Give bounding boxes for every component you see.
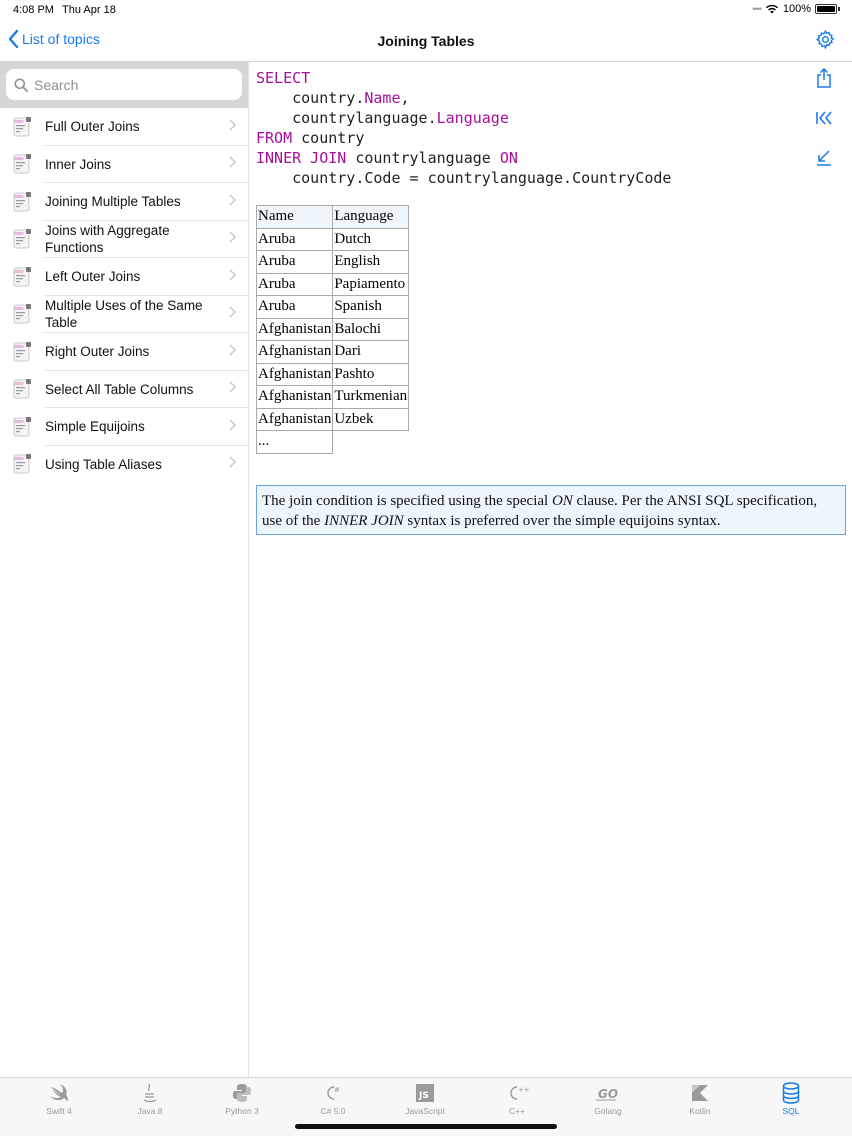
cell-language: Spanish: [333, 296, 409, 319]
topic-list-item[interactable]: [0, 183, 248, 221]
topic-list-item[interactable]: [0, 221, 248, 259]
svg-text:JS: JS: [419, 1091, 429, 1101]
tab-sql[interactable]: [756, 1082, 826, 1116]
status-indicators: [752, 3, 840, 15]
cell-language: Pashto: [333, 363, 409, 386]
search-bar: [0, 62, 248, 108]
code-file-icon: [13, 341, 33, 363]
topic-list-item[interactable]: [0, 371, 248, 409]
tab-label: Kotlin: [689, 1106, 711, 1116]
topic-label: Select All Table Columns: [45, 381, 194, 397]
python-icon: [207, 1082, 277, 1104]
chevron-right-icon: [229, 418, 236, 436]
settings-button[interactable]: [815, 29, 836, 55]
chevron-right-icon: [229, 380, 236, 398]
table-row: [257, 386, 409, 409]
topic-list-item[interactable]: [0, 408, 248, 446]
page-title: Joining Tables: [377, 33, 475, 49]
search-icon: [14, 78, 28, 92]
database-icon: [756, 1082, 826, 1104]
table-row-ellipsis: [257, 431, 409, 454]
chevron-right-icon: [229, 118, 236, 136]
status-date: Thu Apr 18: [62, 4, 116, 16]
note-italic-inner-join: INNER JOIN: [324, 513, 404, 529]
tab-c[interactable]: [482, 1082, 552, 1116]
chevron-right-icon: [229, 230, 236, 248]
query-result-table: [256, 205, 409, 454]
code-file-icon: [13, 453, 33, 475]
column-header-name: Name: [257, 206, 333, 229]
tab-kotlin[interactable]: [665, 1082, 735, 1116]
note-italic-on: ON: [551, 493, 573, 509]
home-indicator: [295, 1124, 557, 1129]
topic-label: Full Outer Joins: [45, 119, 140, 135]
topic-list-item[interactable]: [0, 258, 248, 296]
signal-dots-icon: ••••: [752, 4, 761, 14]
topic-label: Inner Joins: [45, 156, 112, 172]
cell-name: Aruba: [257, 228, 333, 251]
tab-javascript[interactable]: [390, 1082, 460, 1116]
code-file-icon: [13, 266, 33, 288]
cell-name: Afghanistan: [257, 318, 333, 341]
cell-language: Balochi: [333, 318, 409, 341]
table-row: [257, 341, 409, 364]
kotlin-icon: [665, 1082, 735, 1104]
status-bar: [0, 0, 852, 20]
code-file-icon: [13, 416, 33, 438]
topic-label: Joins with Aggregate Functions: [45, 223, 170, 256]
topic-list-item[interactable]: [0, 333, 248, 371]
tab-label: C++: [508, 1106, 526, 1116]
tab-golang[interactable]: [573, 1082, 643, 1116]
cell-language: Dutch: [333, 228, 409, 251]
topic-label: Using Table Aliases: [45, 456, 162, 472]
skip-back-icon: [815, 111, 833, 125]
table-row: [257, 273, 409, 296]
search-input[interactable]: [34, 77, 224, 93]
navigation-bar: [0, 20, 852, 62]
cell-language: Dari: [333, 341, 409, 364]
swift-icon: [24, 1082, 94, 1104]
javascript-icon: [390, 1082, 460, 1104]
topics-sidebar: [0, 62, 249, 1077]
code-file-icon: [13, 116, 33, 138]
topic-label: Joining Multiple Tables: [45, 194, 181, 210]
topic-label: Left Outer Joins: [45, 269, 141, 285]
search-field[interactable]: [6, 69, 242, 100]
topic-label: Right Outer Joins: [45, 344, 150, 360]
code-file-icon: [13, 191, 33, 213]
arrow-down-left-icon: [816, 150, 832, 166]
chevron-right-icon: [229, 305, 236, 323]
cpp-icon: [482, 1082, 552, 1104]
topic-label: Simple Equijoins: [45, 419, 145, 435]
java-icon: [115, 1082, 185, 1104]
cell-name: Aruba: [257, 251, 333, 274]
tab-swift-4[interactable]: [24, 1082, 94, 1116]
table-row: [257, 408, 409, 431]
cell-ellipsis: ...: [257, 431, 333, 454]
tab-java-8[interactable]: [115, 1082, 185, 1116]
topic-list: [0, 108, 248, 483]
chevron-right-icon: [229, 155, 236, 173]
wifi-icon: [765, 4, 779, 14]
svg-text:#: #: [334, 1086, 340, 1094]
cell-language: Turkmenian: [333, 386, 409, 409]
csharp-icon: [298, 1082, 368, 1104]
tab-label: Swift 4: [46, 1106, 72, 1116]
code-file-icon: [13, 153, 33, 175]
topic-list-item[interactable]: [0, 108, 248, 146]
table-row: [257, 228, 409, 251]
back-button-label: List of topics: [22, 31, 100, 47]
tab-label: Python 3: [225, 1106, 259, 1116]
battery-icon: [815, 4, 837, 14]
cell-name: Afghanistan: [257, 363, 333, 386]
chevron-right-icon: [229, 193, 236, 211]
code-file-icon: [13, 303, 33, 325]
code-file-icon: [13, 378, 33, 400]
cell-name: Aruba: [257, 273, 333, 296]
share-button[interactable]: [814, 68, 834, 88]
table-row: [257, 363, 409, 386]
tab-c-5-0[interactable]: [298, 1082, 368, 1116]
topic-list-item[interactable]: [0, 146, 248, 184]
topic-list-item[interactable]: [0, 446, 248, 484]
table-row: [257, 296, 409, 319]
golang-icon: [573, 1082, 643, 1104]
cell-language: Papiamento: [333, 273, 409, 296]
sql-code-block: SELECT country.Name, countrylanguage.Language FROM country INNER JOIN countrylanguage ON country.Code = countrylanguage.CountryCode: [256, 69, 672, 187]
cell-language: English: [333, 251, 409, 274]
battery-percent: 100%: [782, 3, 811, 15]
svg-text:++: ++: [518, 1086, 530, 1094]
explanation-note: The join condition is specified using the special ON clause. Per the ANSI SQL specification, use of the INNER JOIN syntax is preferred over the simple equijoins syntax.: [256, 485, 846, 535]
code-keyword: SELECT: [256, 69, 311, 87]
gear-icon: [815, 29, 836, 50]
main-content: [249, 62, 852, 1077]
cell-name: Aruba: [257, 296, 333, 319]
column-header-language: Language: [333, 206, 409, 229]
cell-name: Afghanistan: [257, 341, 333, 364]
cell-language: Uzbek: [333, 408, 409, 431]
share-icon: [816, 68, 832, 88]
topic-list-item[interactable]: [0, 296, 248, 334]
chevron-right-icon: [229, 268, 236, 286]
tab-label: SQL: [782, 1106, 800, 1116]
tab-label: JavaScript: [405, 1106, 445, 1116]
tab-label: Java 8: [137, 1106, 163, 1116]
topic-label: Multiple Uses of the Same Table: [45, 298, 203, 331]
cell-name: Afghanistan: [257, 386, 333, 409]
table-row: [257, 251, 409, 274]
svg-text:GO: GO: [598, 1087, 619, 1101]
table-row: [257, 318, 409, 341]
code-file-icon: [13, 228, 33, 250]
tab-python-3[interactable]: [207, 1082, 277, 1116]
download-button[interactable]: [814, 148, 834, 168]
cell-name: Afghanistan: [257, 408, 333, 431]
content-toolbar: [814, 68, 834, 168]
table-header-row: [257, 206, 409, 229]
status-time: 4:08 PM: [13, 4, 54, 16]
jump-to-start-button[interactable]: [814, 108, 834, 128]
tab-label: C# 5.0: [320, 1106, 346, 1116]
tab-label: Golang: [594, 1106, 622, 1116]
chevron-right-icon: [229, 343, 236, 361]
chevron-right-icon: [229, 455, 236, 473]
